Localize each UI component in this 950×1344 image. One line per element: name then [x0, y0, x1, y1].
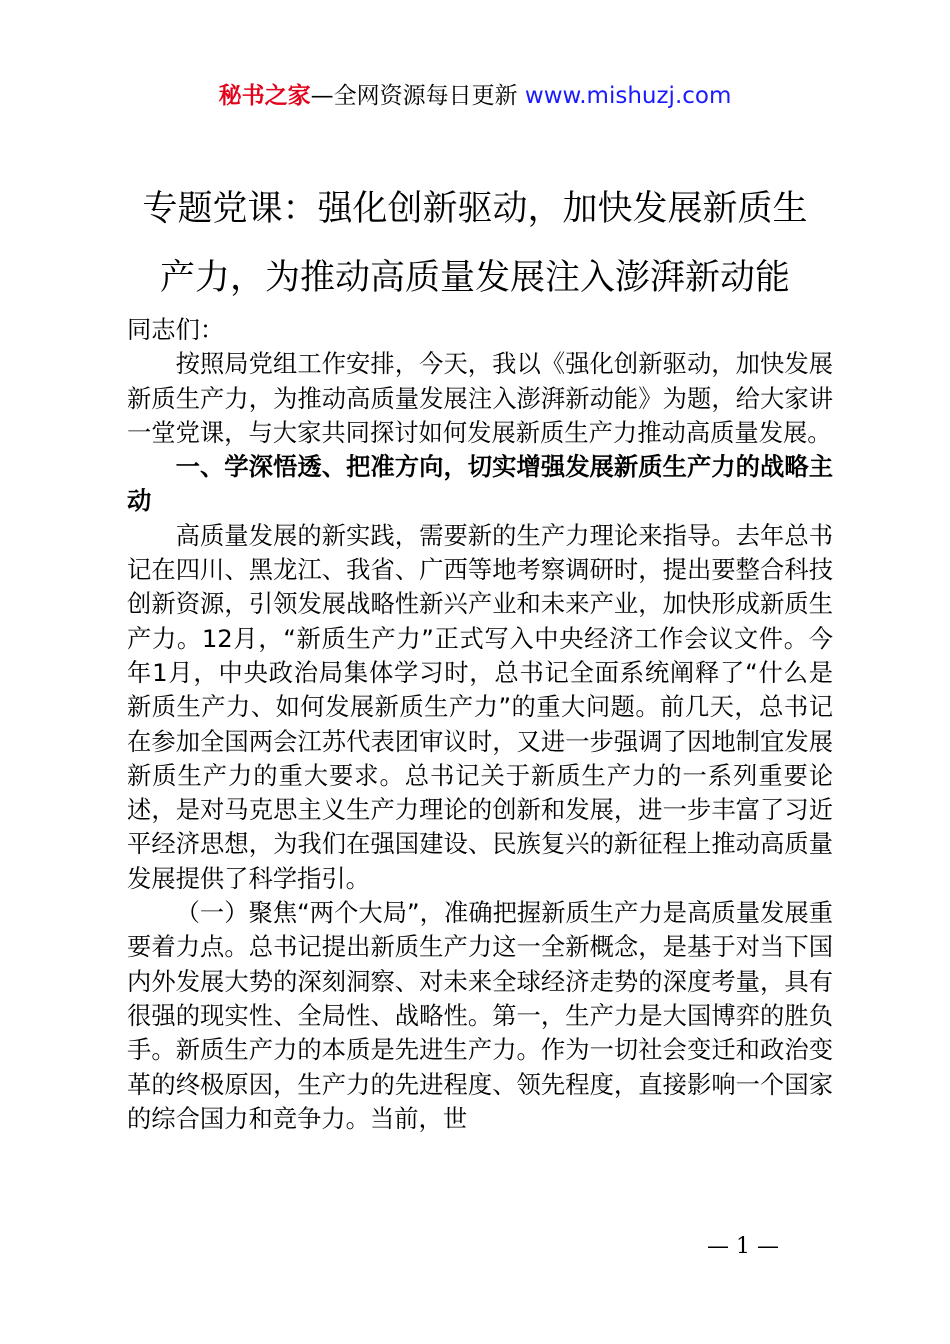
intro-paragraph: 按照局党组工作安排，今天，我以《强化创新驱动，加快发展新质生产力，为推动高质量发展注入澎湃新动能》为题，给大家讲一堂党课，与大家共同探讨如何发展新质生产力推动高质量发展。 — [127, 349, 833, 447]
site-brand: 秘书之家 — [218, 83, 311, 109]
document-body — [127, 313, 833, 1136]
site-tagline: —全网资源每日更新 — [310, 83, 525, 109]
page-number: — 1 — — [707, 1234, 779, 1259]
document-title-line-2: 产力，为推动高质量发展注入澎湃新动能 — [159, 258, 790, 298]
paragraph-1: 高质量发展的新实践，需要新的生产力理论来指导。去年总书记在四川、黑龙江、我省、广西等地考察调研时，提出要整合科技创新资源，引领发展战略性新兴产业和未来产业，加快形成新质生产力。12月，“新质生产力”正式写入中央经济工作会议文件。今年1月，中央政治局集体学习时，总书记全面系统阐释了“什么是新质生产力、如何发展新质生产力”的重大问题。前几天，总书记在参加全国两会江苏代表团审议时，又进一步强调了因地制宜发展新质生产力的重大要求。总书记关于新质生产力的一系列重要论述，是对马克思主义生产力理论的创新和发展，进一步丰富了习近平经济思想，为我们在强国建设、民族复兴的新征程上推动高质量发展提供了科学指引。 — [127, 520, 833, 893]
document-title-line-1: 专题党课：强化创新驱动，加快发展新质生 — [142, 189, 808, 229]
site-header — [0, 80, 950, 112]
paragraph-2: （一）聚焦“两个大局”，准确把握新质生产力是高质量发展重要着力点。总书记提出新质生产力这一全新概念，是基于对当下国内外发展大势的深刻洞察、对未来全球经济走势的深度考量，具有很强的现实性、全局性、战略性。第一，生产力是大国博弈的胜负手。新质生产力的本质是先进生产力。作为一切社会变迁和政治变革的终极原因，生产力的先进程度、领先程度，直接影响一个国家的综合国力和竞争力。当前，世 — [127, 898, 833, 1133]
site-url[interactable]: www.mishuzj.com — [524, 83, 732, 109]
salutation: 同志们： — [127, 315, 225, 344]
section-1-heading: 一、学深悟透、把准方向，切实增强发展新质生产力的战略主动 — [127, 452, 833, 516]
